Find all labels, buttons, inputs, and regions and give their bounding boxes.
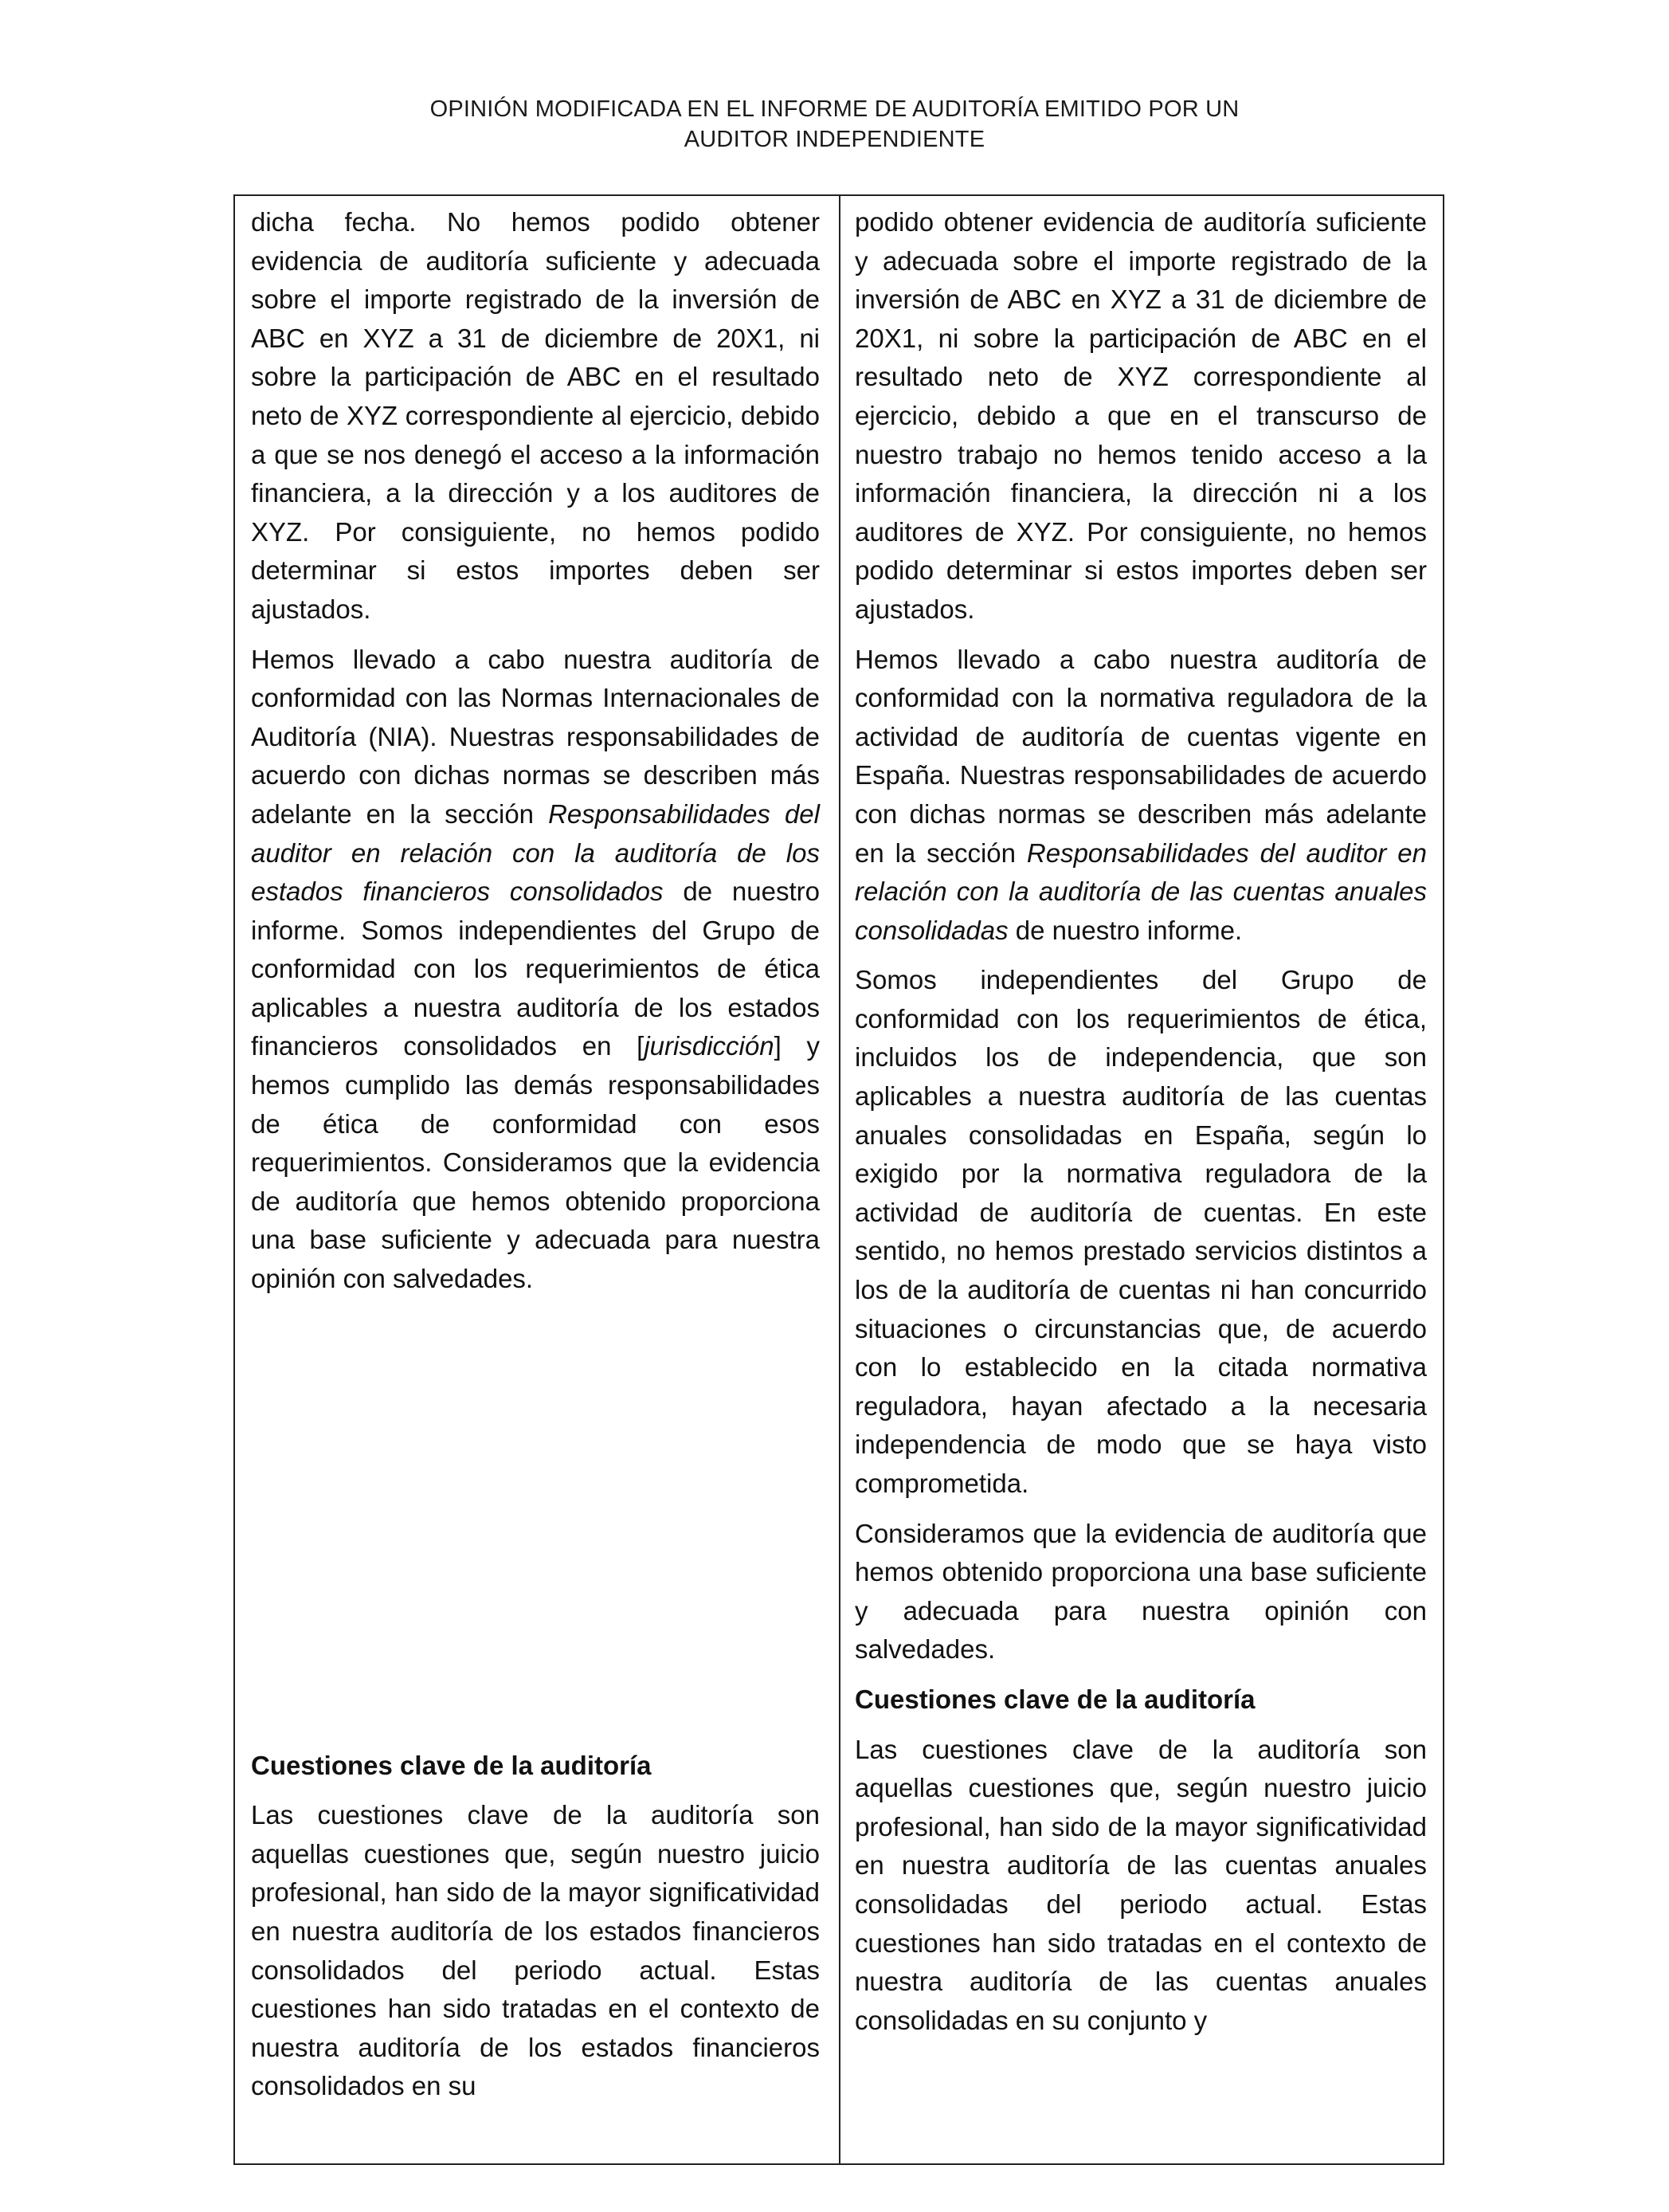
right-paragraph-4: Consideramos que la evidencia de auditoría que hemos obtenido proporciona una base suficiente y adecuada para nuestra opinión con salvedades. bbox=[855, 1518, 1427, 1665]
left-column-spacer bbox=[251, 1310, 820, 1747]
left-column bbox=[235, 196, 840, 2163]
right-paragraph-5: Las cuestiones clave de la auditoría son aquellas cuestiones que, según nuestro juicio profesional, han sido de la mayor significatividad en nuestra auditoría de las cuentas anuales consolidadas del periodo actual. Estas cuestiones han sido tratadas en el contexto de nuestra auditoría de las cuentas anuales consolidadas en su conjunto y bbox=[855, 1734, 1427, 2035]
left-paragraph-1: dicha fecha. No hemos podido obtener evidencia de auditoría suficiente y adecuada sobre el importe registrado de la inversión de ABC en XYZ a 31 de diciembre de 20X1, ni sobre la participación de ABC en el resultado neto de XYZ correspondiente al ejercicio, debido a que se nos denegó el acceso a la información financiera, a la dirección y a los auditores de XYZ. Por consiguiente, no hemos podido determinar si estos importes deben ser ajustados. bbox=[251, 207, 820, 624]
left-paragraph-2-text-a: Hemos llevado a cabo nuestra auditoría de conformidad con las Normas Internacionales de Auditoría (NIA). Nuestras responsabilidades de acuerdo con dichas normas se describen más adelante en la sección bbox=[251, 644, 820, 829]
left-paragraph-3: Las cuestiones clave de la auditoría son aquellas cuestiones que, según nuestro juicio profesional, han sido de la mayor significatividad en nuestra auditoría de los estados financieros consolidados del periodo actual. Estas cuestiones han sido tratadas en el contexto de nuestra auditoría de los estados financieros consolidados en su bbox=[251, 1800, 820, 2101]
left-paragraph-2-jurisdiction: jurisdicción bbox=[644, 1031, 774, 1061]
header-title-line-2: AUDITOR INDEPENDIENTE bbox=[684, 127, 985, 152]
right-paragraph-2-section-title: Responsabilidades del auditor en relación con la auditoría de las cuentas anuales consolidadas bbox=[855, 837, 1427, 945]
left-heading-key-audit-matters: Cuestiones clave de la auditoría bbox=[251, 1750, 652, 1780]
right-heading-key-audit-matters: Cuestiones clave de la auditoría bbox=[855, 1684, 1256, 1714]
comparison-table bbox=[233, 194, 1444, 2165]
left-paragraph-2 bbox=[251, 641, 820, 1299]
right-paragraph-2 bbox=[855, 641, 1427, 951]
right-paragraph-1: podido obtener evidencia de auditoría suficiente y adecuada sobre el importe registrado de la inversión de ABC en XYZ a 31 de diciembre de 20X1, ni sobre la participación de ABC en el resultado neto de XYZ correspondiente al ejercicio, debido a que en el transcurso de nuestro trabajo no hemos tenido acceso a la información financiera, la dirección ni a los auditores de XYZ. Por consiguiente, no hemos podido determinar si estos importes deben ser ajustados. bbox=[855, 207, 1427, 624]
right-paragraph-2-text-c: de nuestro informe. bbox=[1008, 915, 1243, 945]
right-paragraph-3: Somos independientes del Grupo de conformidad con los requerimientos de ética, incluidos los de independencia, que son aplicables a nuestra auditoría de las cuentas anuales consolidadas en España, según lo exigido por la normativa reguladora de la actividad de auditoría de cuentas. En este sentido, no hemos prestado servicios distintos a los de la auditoría de cuentas ni han concurrido situaciones o circunstancias que, de acuerdo con lo establecido en la citada normativa reguladora, hayan afectado a la necesaria independencia de modo que se haya visto comprometida. bbox=[855, 965, 1427, 1498]
right-column bbox=[840, 196, 1443, 2163]
right-paragraph-2-text-a: Hemos llevado a cabo nuestra auditoría de conformidad con la normativa reguladora de la actividad de auditoría de cuentas vigente en España. Nuestras responsabilidades de acuerdo con dichas normas se describen más adelante en la sección bbox=[855, 644, 1427, 868]
header-title-line-1: OPINIÓN MODIFICADA EN EL INFORME DE AUDITORÍA EMITIDO POR UN bbox=[429, 96, 1240, 122]
left-paragraph-2-text-e: ] y hemos cumplido las demás responsabilidades de ética de conformidad con esos requerimientos. Consideramos que la evidencia de auditoría que hemos obtenido proporciona una base suficiente y adecuada para nuestra opinión con salvedades. bbox=[251, 1031, 820, 1294]
page-header bbox=[0, 94, 1669, 155]
left-paragraph-2-text-c: de nuestro informe. Somos independientes del Grupo de conformidad con los requerimientos de ética aplicables a nuestra auditoría de los estados financieros consolidados en [ bbox=[251, 877, 820, 1061]
left-paragraph-2-section-title: Responsabilidades del auditor en relación con la auditoría de los estados financieros consolidados bbox=[251, 798, 820, 907]
